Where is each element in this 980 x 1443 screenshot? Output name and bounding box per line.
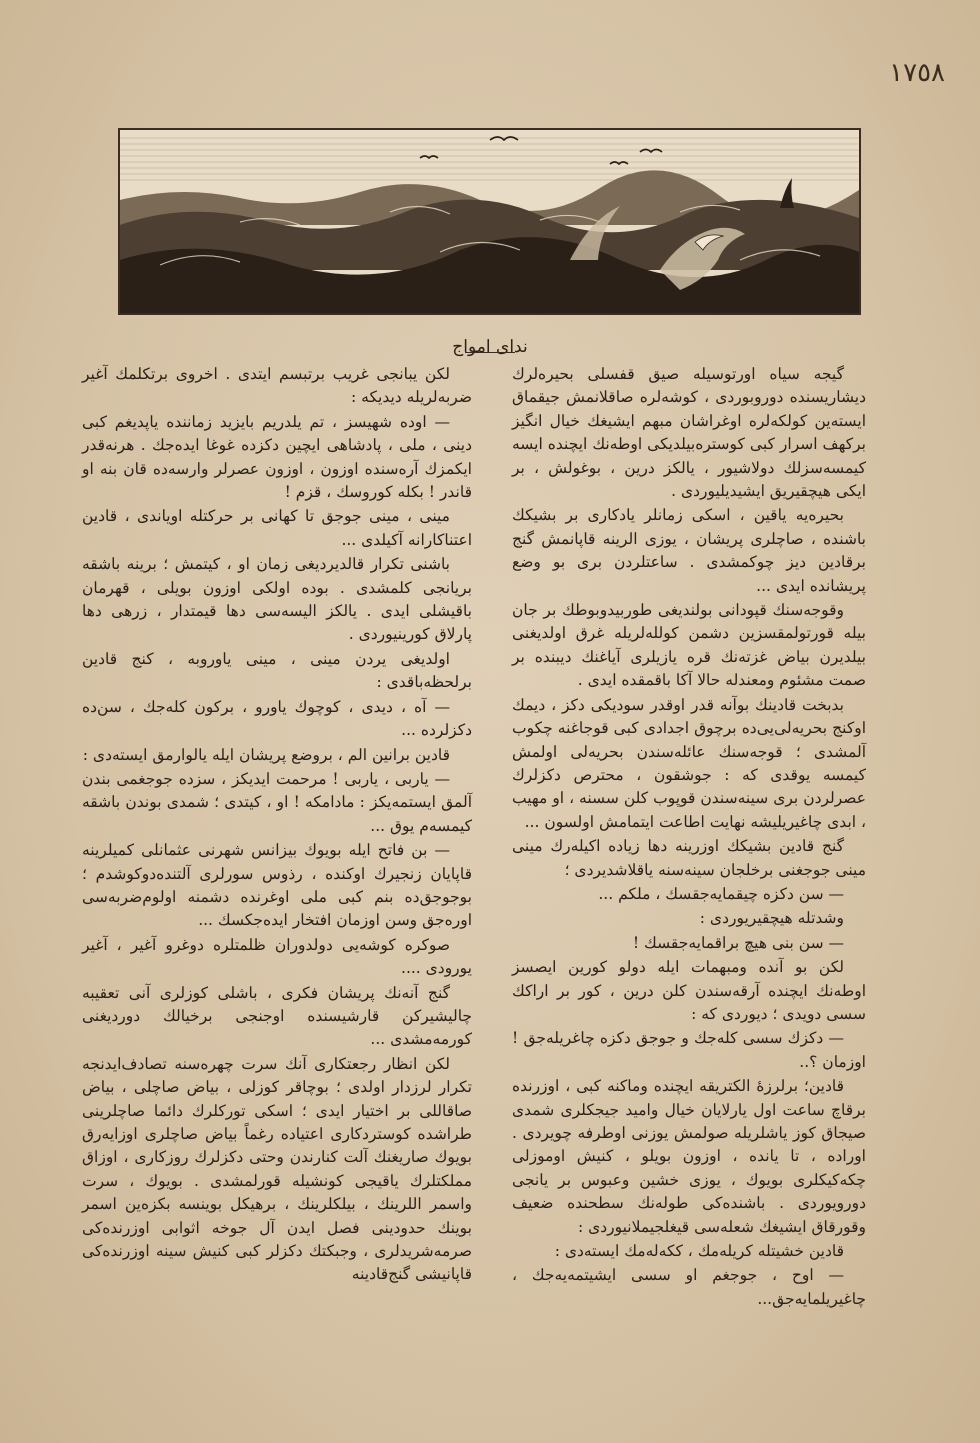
- paragraph: بدبخت قادینك بوآنه قدر اوقدر سودیکی دکز ، دیمك اوکنج بحریه‌لی‌یی‌ده برچوق اجدادی کبی قوجاغنه چکوب آلمشدی ؛ قوجه‌سنك عائله‌سندن بحریه‌لی اولمش کیمسه یوقدی که : جوشقون ، محترص دکزلرك عصرلردن بری سینه‌سندن قوپوب کلن سسنه ، او مهیب ، ابدی چاغیریلیشه نهایت اطاعت ایتمامش اولسون ...: [512, 695, 866, 831]
- article-title: ندای امواج: [452, 337, 528, 357]
- paragraph: مینی ، مینی جوجق تا کهانی بر حرکتله اویاندی ، قادین اعتناکارانه آکیلدی ...: [82, 507, 472, 549]
- text-column-right: [512, 363, 866, 1312]
- title-divider: [465, 352, 515, 353]
- paragraph: لکن انظار رجعتکاری آنك سرت چهره‌سنه تصادف‌ایدنجه تکرار لرزدار اولدی ؛ بوچاقر کوزلی ، بیاض صاچلی ، بیاض صاقاللی بر اختیار ایدی ؛ اسکی تورکلرك دائما صاچلرینی طراشده کوستردکاری اعتیاده رغماً بیاض صاچلری اوزایه‌رق بویوك صاریغنك آلت کنارندن وحتی دکزلرك روزکاری ، اوزاق مملکتلرك یاقیجی کونشیله قورلمشدی . بویوك ، سرت واسمر اللرینك ، بیلکلرینك ، برهیکل بوینسه بکزه‌ین اسمر بوینك حدودینی فصل ایدن آل جوخه اثوابی اوزرنده‌کی صرمه‌شریدلری ، وجبکتك دکزلر کبی کنیش سینه اوزرنده‌کی قاپانیشی گنج‌قادینه: [82, 1054, 472, 1284]
- paragraph: گیجه سیاه اورتوسیله صیق قفسلی بحیره‌لرك دیشاریسنده دوروبوردی ، کوشه‌لره صاقلانمش جیقماق ایسته‌ین کولکه‌لره اوغراشان مبهم ایشیغك خیال انگیز برکهف اسرار کبی کوستره‌بیلدیکی اوطه‌نك ایچنده ایسه کیمسه‌سزلك دولاشیور ، یالکز درین ، بوغولش ، بر ایکی هیچقیریق ایشیدیلیوردی .: [512, 365, 866, 501]
- paragraph: — اوح ، جوجغم او سسی ایشیتمه‌یه‌جك ، چاغیریلمایه‌جق...: [512, 1266, 866, 1308]
- paragraph: بحیره‌یه یاقین ، اسکی زمانلر یادکاری بر بشیکك باشنده ، صاچلری پریشان ، یوزی الرینه قاپانمش گنج برقادین دیز چوکمشدی . ساعتلردن بری بو وضع پریشانده ایدی ...: [512, 506, 866, 595]
- paragraph: گنج قادین بشیکك اوزرینه دها زیاده اکیله‌رك مینی مینی جوجغنی برخلجان سینه‌سنه یاقلاشدیردی ؛: [512, 837, 866, 879]
- paragraph: وقوجه‌سنك قپودانی بولندیغی طوربیدوبوطك بر جان بیله قورتولمقسزین دشمن کولله‌لریله غرق اولدیغنی بیلدیرن بیاض غزته‌نك قره یازیلری آیاغنك دیبنده بر صمت مشئوم ومعندله حالا آکا باقمقده ایدی .: [512, 601, 866, 690]
- paragraph: — سن بنی هیچ براقمایه‌جقسك !: [632, 933, 844, 952]
- paragraph: — بن فاتح ایله بویوك بیزانس شهرنی عثمانلی کمیلرینه قاپایان زنجیرك اوکنده ، رذوس سورلری آلتنده‌دوکوشدم ؛ بوجوجق‌ده بنم کبی ملی اوغرنده دشمنه اولوم‌ضربه‌سی اوره‌جق وسن اوزمان افتخار ایده‌جکسك ...: [82, 841, 472, 930]
- paragraph: اولدیغی یردن مینی ، مینی یاوروبه ، کنج قادین برلحظه‌باقدی :: [82, 649, 472, 692]
- text-column-left: [82, 363, 472, 1288]
- paragraph: قادین خشیتله کریله‌مك ، ککه‌له‌مك ایسته‌دی :: [554, 1242, 844, 1261]
- paragraph: — سن دکزه چیقمایه‌جقسك ، ملکم ...: [598, 884, 844, 903]
- sea-waves-with-gulls-illustration: [118, 128, 861, 315]
- paragraph: — آه ، دیدی ، کوچوك یاورو ، برکون کله‌جك ، سن‌ده دکزلرده ...: [82, 697, 472, 740]
- paragraph: صوکره کوشه‌یی دولدوران ظلمتلره دوغرو آغیر ، آغیر یورودی ....: [82, 935, 472, 978]
- paragraph: گنج آنه‌نك پریشان فکری ، باشلی کوزلری آنی تعقیبه چالیشیرکن قارشیسنده اوجنجی برخیالك دوردیغنی کورمه‌مشدی ...: [82, 983, 472, 1049]
- paragraph: — دکزك سسی کله‌جك و جوجق دکزه چاغریله‌جق ! اوزمان ؟..: [512, 1029, 866, 1071]
- paragraph: — اوده شهیسز ، تم یلدریم بایزید زماننده یاپدیغم کبی دینی ، ملی ، پادشاهی ایچین دکزده غوغا ایده‌جك . هرنه‌قدر ایکمزك آره‌سنده اوزون ، اوزون عصرلر وارسه‌ده قان بنه او قاندر ! بکله کوروسك ، قزم !: [82, 412, 472, 502]
- paragraph: قادین برانین الم ، بروضع پریشان ایله یالوارمق ایسته‌دی :: [82, 745, 450, 764]
- paragraph: باشنی تکرار قالدیردیغی زمان او ، کیتمش ؛ برینه باشقه بریانجی کلمشدی . بوده اولکی اوزون بویلی ، قهرمان باقیشلی ایدی . یالکز الیسه‌سی دها قیمتدار ، زرهی دها پارلاق کورینیوردی .: [82, 555, 472, 644]
- paragraph: وشدتله هیچقیریوردی :: [699, 909, 844, 928]
- paragraph: لکن یبانجی غریب برتبسم ایتدی . اخروی برتکلمك آغیر ضربه‌لریله دیدیکه :: [82, 365, 472, 407]
- paragraph: لکن بو آنده ومبهمات ایله دولو کورین ایصسز اوطه‌نك ایچنده آرقه‌سندن کلن درین ، کور بر اراکك سسی دویدی ؛ دیوردی که :: [512, 958, 866, 1023]
- page-number: ١٧٥٨: [889, 58, 945, 88]
- paragraph: قادین؛ برلرزهٔ الکتریقه ایچنده وماکنه کبی ، اوزرنده برقاچ ساعت اول یارلایان خیال وامید جیجکلری شمدی صیجاق کوز یاشلریله صولمش یوزنی اوطرفه چویردی . اوراده ، تا یانده ، اوزون بویلو ، کنیش اوموزلی چکه‌کیکلری بویوك ، یوزی خشین وعبوس بر یانجی دورویوردی . باشنده‌کی طوله‌نك سطحنده ضعیف وقورقاق ایشیغك شعله‌سی قیغلجیملانیوردی :: [512, 1077, 866, 1236]
- paragraph: — یاربی ، یاربی ! مرحمت ایدیکز ، سزده جوجغمی بندن آلمق ایستمه‌یکز : مادامکه ! او ، کیتدی ؛ شمدی بوندن باشقه کیمسه‌م یوق ...: [82, 769, 472, 835]
